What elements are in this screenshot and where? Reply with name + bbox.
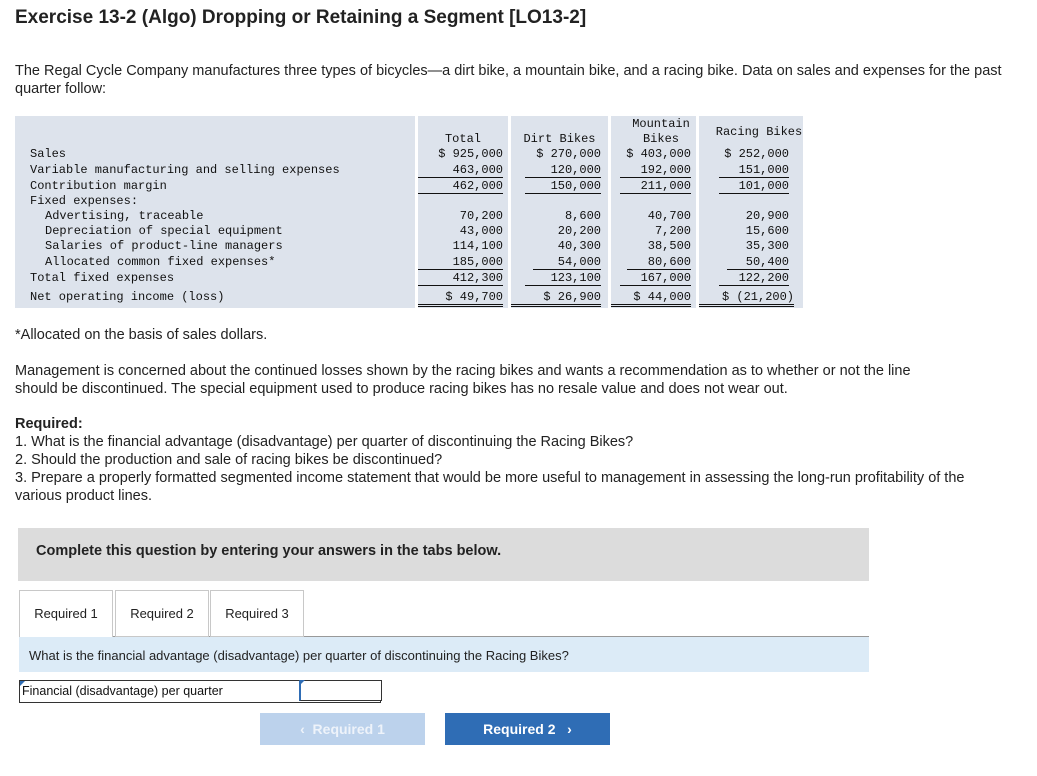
cell-mountain: 40,700	[647, 209, 691, 223]
cell-dirt: 54,000	[533, 255, 601, 270]
row-label: Contribution margin	[30, 179, 167, 193]
financial-table	[15, 116, 803, 308]
input-flag-icon	[300, 680, 305, 685]
tab-required-2[interactable]: Required 2	[115, 590, 209, 637]
answer-label: Financial (disadvantage) per quarter	[22, 684, 223, 698]
header-total: Total	[444, 132, 481, 146]
row-variable-expenses	[15, 163, 803, 178]
cell-dirt: $ 26,900	[511, 290, 601, 307]
cell-dirt: $ 270,000	[536, 147, 601, 161]
row-depreciation	[15, 224, 803, 239]
footnote: *Allocated on the basis of sales dollars.	[15, 327, 268, 343]
cell-total: 185,000	[418, 255, 503, 270]
cell-racing: $ 252,000	[724, 147, 789, 161]
cell-total: 114,100	[452, 239, 503, 253]
required-q2: 2. Should the production and sale of racing bikes be discontinued?	[15, 452, 443, 468]
next-required-button[interactable]	[445, 713, 610, 745]
prev-required-button[interactable]	[260, 713, 425, 745]
row-label: Net operating income (loss)	[30, 290, 225, 304]
cell-dirt: 150,000	[525, 179, 601, 194]
cell-mountain: 167,000	[620, 271, 691, 286]
cell-mountain: $ 403,000	[626, 147, 691, 161]
tab-required-3[interactable]: Required 3	[210, 590, 304, 637]
cell-mountain: 211,000	[620, 179, 691, 194]
header-mountain: Mountain	[632, 117, 690, 131]
header-mountain-bikes: Bikes	[642, 132, 679, 146]
prev-button-label: Required 1	[312, 721, 385, 737]
cell-total: 463,000	[418, 163, 503, 178]
row-salaries	[15, 239, 803, 254]
chevron-left-icon: ‹	[300, 721, 305, 737]
row-total-fixed-expenses	[15, 271, 803, 286]
cell-racing: 15,600	[745, 224, 789, 238]
cell-racing: 122,200	[719, 271, 789, 286]
cell-mountain: $ 44,000	[611, 290, 691, 307]
management-text: Management is concerned about the continued losses shown by the racing bikes and wants a recommendation as to whether or not the line should be discontinued. The special equipment used to produce racing bikes has no resale value and does not wear out.	[15, 363, 911, 397]
cell-total: 70,200	[459, 209, 503, 223]
header-racing-bikes: Racing Bikes	[715, 125, 803, 139]
intro-text: The Regal Cycle Company manufactures three types of bicycles—a dirt bike, a mountain bike, and a racing bike. Data on sales and expenses for the past quarter follow:	[15, 63, 1002, 97]
row-net-operating-income	[15, 290, 803, 305]
row-label: Sales	[30, 147, 67, 161]
row-advertising	[15, 209, 803, 224]
cell-total: 462,000	[418, 179, 503, 194]
row-label: Allocated common fixed expenses*	[45, 255, 276, 269]
required-q3: 3. Prepare a properly formatted segmented income statement that would be more useful to management in assessing the long-run profitability of the various product lines.	[15, 470, 965, 504]
row-label: Advertising, traceable	[45, 209, 204, 223]
required-q1: 1. What is the financial advantage (disadvantage) per quarter of discontinuing the Racing Bikes?	[15, 434, 634, 450]
cell-total: $ 49,700	[418, 290, 503, 307]
instruction-banner	[18, 528, 869, 581]
row-contribution-margin	[15, 179, 803, 194]
cell-total: $ 925,000	[438, 147, 503, 161]
cell-racing: 35,300	[745, 239, 789, 253]
cell-dirt: 20,200	[557, 224, 601, 238]
tab-required-1[interactable]: Required 1	[19, 590, 113, 638]
row-fixed-expenses-header	[15, 194, 803, 209]
cell-racing: 101,000	[719, 179, 789, 194]
row-label: Salaries of product-line managers	[45, 239, 283, 253]
page-title: Exercise 13-2 (Algo) Dropping or Retaining a Segment [LO13-2]	[15, 7, 587, 28]
row-allocated-common	[15, 255, 803, 270]
financial-advantage-input[interactable]	[299, 680, 382, 701]
cell-total: 412,300	[418, 271, 503, 286]
question-bar	[19, 637, 869, 672]
answer-row	[19, 680, 381, 703]
cell-mountain: 192,000	[620, 163, 691, 178]
question-text: What is the financial advantage (disadvantage) per quarter of discontinuing the Racing Bikes?	[29, 648, 569, 663]
required-section	[15, 415, 1015, 505]
cell-dirt: 120,000	[525, 163, 601, 178]
cell-racing: 20,900	[745, 209, 789, 223]
cell-total: 43,000	[459, 224, 503, 238]
required-heading: Required:	[15, 416, 83, 432]
cell-dirt: 123,100	[525, 271, 601, 286]
cell-mountain: 7,200	[654, 224, 691, 238]
cell-racing: $ (21,200)	[699, 290, 794, 307]
next-button-label: Required 2	[483, 721, 556, 737]
cell-racing: 50,400	[727, 255, 789, 270]
header-dirt-bikes: Dirt Bikes	[523, 132, 596, 146]
row-label: Depreciation of special equipment	[45, 224, 283, 238]
cell-dirt: 40,300	[557, 239, 601, 253]
chevron-right-icon: ›	[567, 721, 572, 737]
row-label: Fixed expenses:	[30, 194, 139, 208]
cell-mountain: 38,500	[647, 239, 691, 253]
cell-mountain: 80,600	[627, 255, 691, 270]
row-label: Variable manufacturing and selling expenses	[30, 163, 340, 177]
cell-dirt: 8,600	[564, 209, 601, 223]
row-sales	[15, 147, 803, 162]
row-label: Total fixed expenses	[30, 271, 175, 285]
cell-racing: 151,000	[719, 163, 789, 178]
banner-text: Complete this question by entering your answers in the tabs below.	[36, 543, 502, 559]
